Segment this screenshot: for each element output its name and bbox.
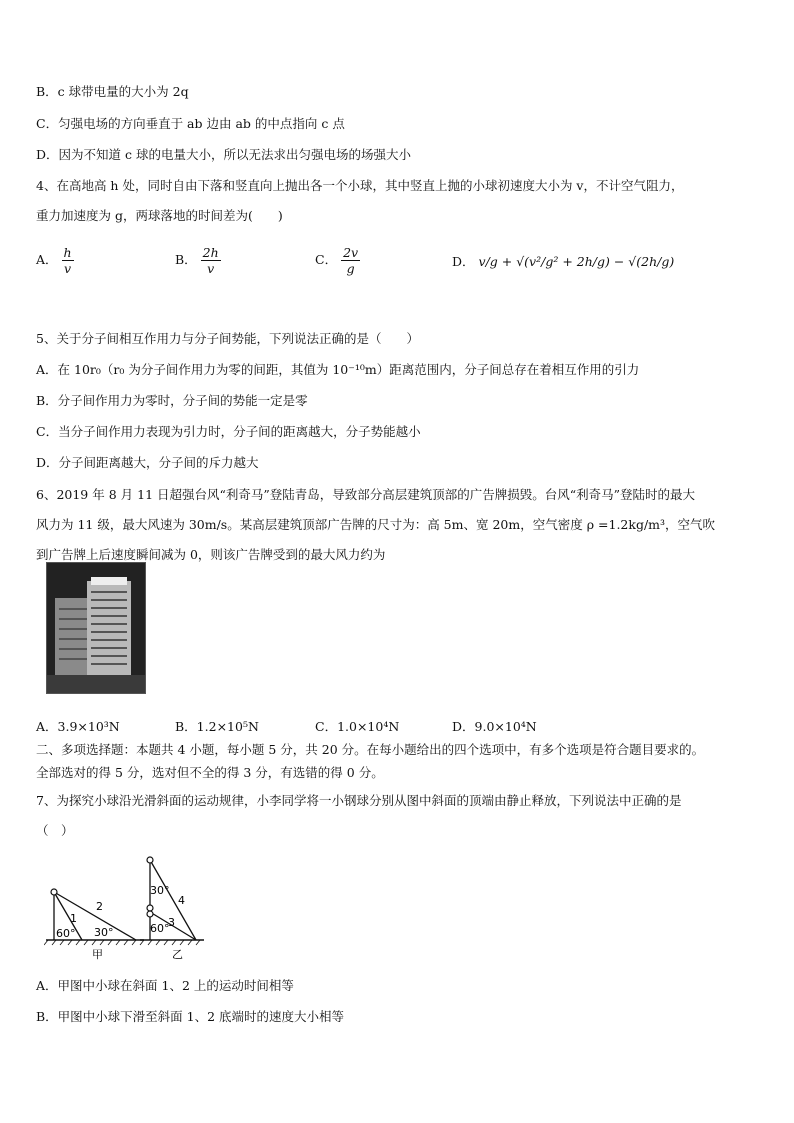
q6-option-c: C．1.0×10⁴N	[315, 719, 400, 734]
q4-option-b-numerator: 2h	[202, 245, 219, 260]
q3-option-b: B．c 球带电量的大小为 2q	[36, 84, 189, 99]
q4-stem-line2: 重力加速度为 g，两球落地的时间差为( )	[36, 208, 283, 223]
right-figure-caption: 乙	[172, 948, 183, 961]
q5-option-a: A．在 10r₀（r₀ 为分子间作用力为零的间距，其值为 10⁻¹⁰m）距离范围内，分子间总存在着相互作用的引力	[36, 362, 640, 377]
q4-option-d-formula: v/g + √(v²/g² + 2h/g) − √(2h/g)	[478, 254, 675, 269]
q7-stem-line1: 7、为探究小球沿光滑斜面的运动规律，小李同学将一小钢球分别从图中斜面的顶端由静止释放，下列说法中正确的是	[36, 793, 682, 808]
right-incline-4-label: 4	[178, 894, 185, 907]
left-incline-2-label: 2	[96, 900, 103, 913]
section2-heading-line1: 二、多项选择题：本题共 4 小题，每小题 5 分，共 20 分。在每小题给出的四个选项中，有多个选项是符合题目要求的。	[36, 742, 705, 757]
q4-option-c-fraction	[341, 245, 360, 276]
q4-option-c	[315, 245, 360, 276]
q4-option-b	[175, 245, 221, 276]
q6-stem-line2: 风力为 11 级，最大风速为 30m/s。某高层建筑顶部广告牌的尺寸为：高 5m、宽 20m，空气密度 ρ =1.2kg/m³，空气吹	[36, 517, 716, 532]
q4-option-a-fraction	[62, 245, 74, 276]
q4-option-a	[36, 245, 74, 276]
right-angle-60: 60°	[150, 922, 170, 935]
q6-option-d: D．9.0×10⁴N	[452, 719, 537, 734]
incline-figure-drawing	[44, 852, 214, 962]
q5-option-b: B．分子间作用力为零时，分子间的势能一定是零	[36, 393, 308, 408]
building-photo	[46, 562, 146, 694]
right-incline-3-label: 3	[168, 916, 175, 929]
section2-heading-line2: 全部选对的得 5 分，选对但不全的得 3 分，有选错的得 0 分。	[36, 765, 384, 780]
right-angle-30: 30°	[150, 884, 170, 897]
q4-option-b-denominator: v	[207, 261, 215, 276]
q6-option-b: B．1.2×10⁵N	[175, 719, 259, 734]
q4-option-d	[452, 253, 674, 271]
building-photo-drawing	[47, 563, 145, 693]
q4-option-a-numerator: h	[63, 245, 72, 260]
left-angle-30: 30°	[94, 926, 114, 939]
q5-stem: 5、关于分子间相互作用力与分子间势能，下列说法正确的是（ ）	[36, 331, 419, 346]
q4-option-c-label: C．	[315, 252, 338, 267]
q7-option-b: B．甲图中小球下滑至斜面 1、2 底端时的速度大小相等	[36, 1009, 345, 1024]
q4-option-a-label: A．	[36, 252, 58, 267]
q6-stem-line1: 6、2019 年 8 月 11 日超强台风“利奇马”登陆青岛，导致部分高层建筑顶部的广告牌损毁。台风“利奇马”登陆时的最大	[36, 487, 696, 502]
left-angle-60: 60°	[56, 927, 76, 940]
q4-stem-line1: 4、在高地高 h 处，同时自由下落和竖直向上抛出各一个小球，其中竖直上抛的小球初速度大小为 v，不计空气阻力，	[36, 178, 684, 193]
q6-stem-line3: 到广告牌上后速度瞬间减为 0，则该广告牌受到的最大风力约为	[36, 547, 386, 562]
q3-option-d: D．因为不知道 c 球的电量大小，所以无法求出匀强电场的场强大小	[36, 147, 411, 162]
q7-option-a: A．甲图中小球在斜面 1、2 上的运动时间相等	[36, 978, 294, 993]
incline-figure	[44, 852, 214, 965]
left-incline-1-label: 1	[70, 912, 77, 925]
q3-option-c: C．匀强电场的方向垂直于 ab 边由 ab 的中点指向 c 点	[36, 116, 345, 131]
q4-option-b-fraction	[201, 245, 221, 276]
q4-option-c-numerator: 2v	[343, 245, 359, 260]
q5-option-d: D．分子间距离越大，分子间的斥力越大	[36, 455, 259, 470]
q6-option-a: A．3.9×10³N	[36, 719, 120, 734]
q4-option-d-label: D．	[452, 254, 475, 269]
q7-stem-line2: （ ）	[36, 823, 74, 838]
q4-option-b-label: B．	[175, 252, 197, 267]
q5-option-c: C．当分子间作用力表现为引力时，分子间的距离越大，分子势能越小	[36, 424, 421, 439]
q4-option-a-denominator: v	[64, 261, 72, 276]
left-figure-caption: 甲	[92, 948, 103, 961]
q4-option-c-denominator: g	[346, 261, 355, 276]
